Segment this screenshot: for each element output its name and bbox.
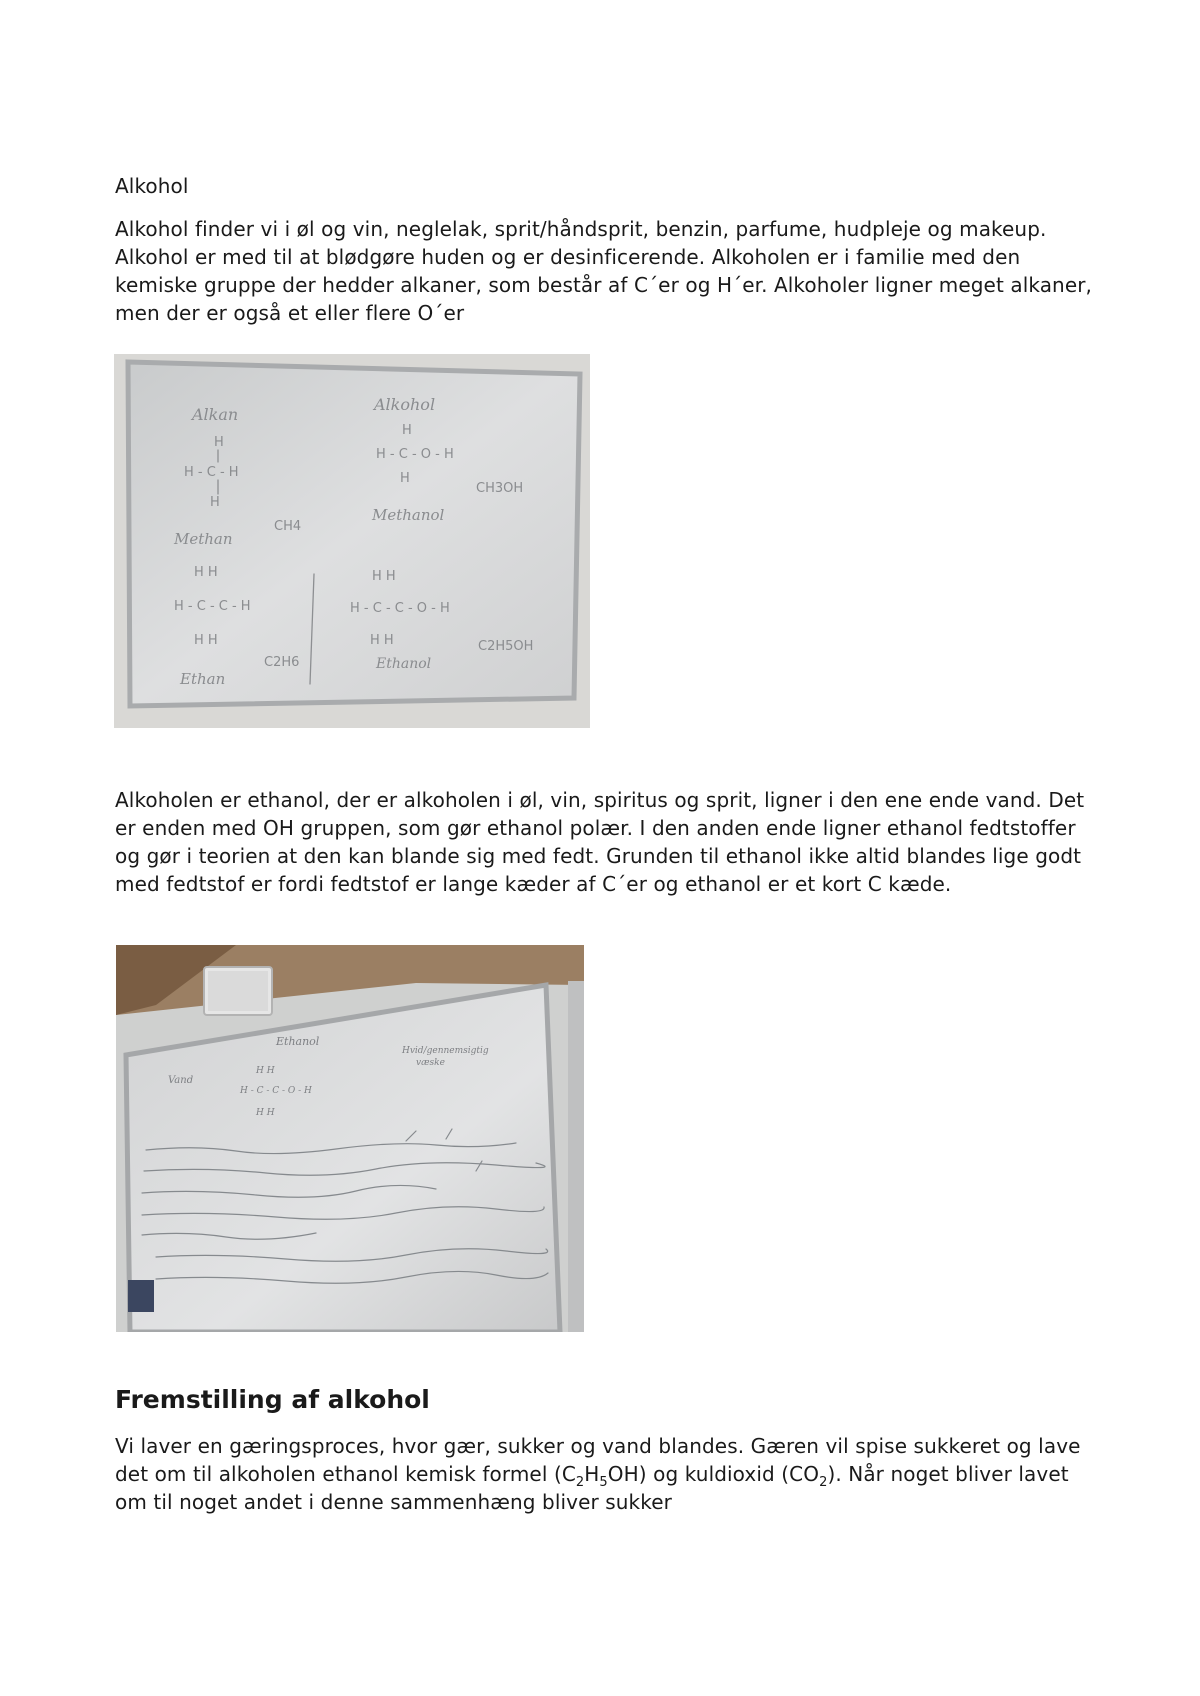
whiteboard-photo-2 [116, 945, 584, 1332]
paragraph-fermentation [115, 1432, 1095, 1516]
wb1-label-ch3oh: CH3OH [476, 481, 524, 496]
p3-sub3: 2 [819, 1475, 828, 1490]
page-title: Alkohol [115, 174, 189, 198]
p3-mid2: OH) og kuldioxid (CO [607, 1462, 820, 1486]
svg-text:H H: H H [256, 1066, 275, 1076]
whiteboard-image-2 [116, 945, 584, 1332]
wb2-label-vaeske: væske [416, 1058, 445, 1068]
svg-text:H: H [210, 495, 220, 510]
paragraph-ethanol: Alkoholen er ethanol, der er alkoholen i øl, vin, spiritus og sprit, ligner i den ene ende vand. Det er enden med OH gruppen, som gør ethanol polær. I den anden ende ligner ethanol fedtstoffer og gør i teorien at den kan blande sig med fedt. Grunden til ethanol ikke altid blandes lige godt med fedtstof er fordi fedtstof er lange kæder af C´er og ethanol er et kort C kæde. [115, 788, 1085, 896]
p3-sub2: 5 [599, 1475, 608, 1490]
svg-text:H H: H H [370, 633, 394, 648]
wb1-label-methan: Methan [174, 530, 233, 548]
wb1-label-ethanol: Ethanol [376, 656, 432, 672]
wb1-label-ch4: CH4 [274, 519, 302, 534]
section-heading: Fremstilling af alkohol [115, 1385, 430, 1414]
whiteboard-image-1 [114, 354, 590, 728]
wb1-label-methanol: Methanol [372, 506, 445, 524]
svg-text:H H: H H [194, 565, 218, 580]
whiteboard-photo-1 [114, 354, 590, 728]
paragraph-intro: Alkohol finder vi i øl og vin, neglelak, sprit/håndsprit, benzin, parfume, hudpleje og makeup. Alkohol er med til at blødgøre huden og er desinficerende. Alkoholen er i familie med den kemiske gruppe der hedder alkaner, som består af C´er og H´er. Alkoholer ligner meget alkaner, men der er også et eller flere O´er [115, 217, 1093, 325]
wb1-label-ethan: Ethan [180, 670, 226, 688]
svg-text:H H: H H [194, 633, 218, 648]
wb1-label-alkan: Alkan [192, 405, 239, 424]
wb2-label-vand: Vand [168, 1075, 194, 1086]
svg-text:H H: H H [256, 1108, 275, 1118]
svg-text:H - C - C - O - H: H - C - C - O - H [240, 1086, 312, 1096]
svg-text:H: H [400, 471, 410, 486]
svg-text:H: H [214, 435, 224, 450]
svg-text:H - C - C - O - H: H - C - C - O - H [350, 601, 450, 616]
wb2-label-ethanol: Ethanol [276, 1035, 320, 1048]
p3-end: ). Når noget bliver lavet om til noget andet i denne sammenhæng bliver sukker [115, 1462, 1069, 1514]
svg-text:H - C - C - H: H - C - C - H [174, 599, 251, 614]
svg-text:H: H [402, 423, 412, 438]
wb1-label-alkohol: Alkohol [374, 395, 436, 414]
wb1-label-c2h5oh: C2H5OH [478, 639, 534, 654]
p3-part1: Vi laver en gæringsproces, hvor gær, sukker og vand blandes. Gæren vil spise sukkeret og lave det om til alkoholen ethanol kemisk formel (C [115, 1434, 1081, 1486]
svg-text:H - C - H: H - C - H [184, 465, 239, 480]
p3-mid1: H [584, 1462, 600, 1486]
wb1-label-c2h6: C2H6 [264, 655, 300, 670]
svg-text:H H: H H [372, 569, 396, 584]
p3-sub1: 2 [575, 1475, 585, 1490]
wb2-label-hvid: Hvid/gennemsigtig [402, 1046, 489, 1056]
svg-text:H - C - O - H: H - C - O - H [376, 447, 454, 462]
